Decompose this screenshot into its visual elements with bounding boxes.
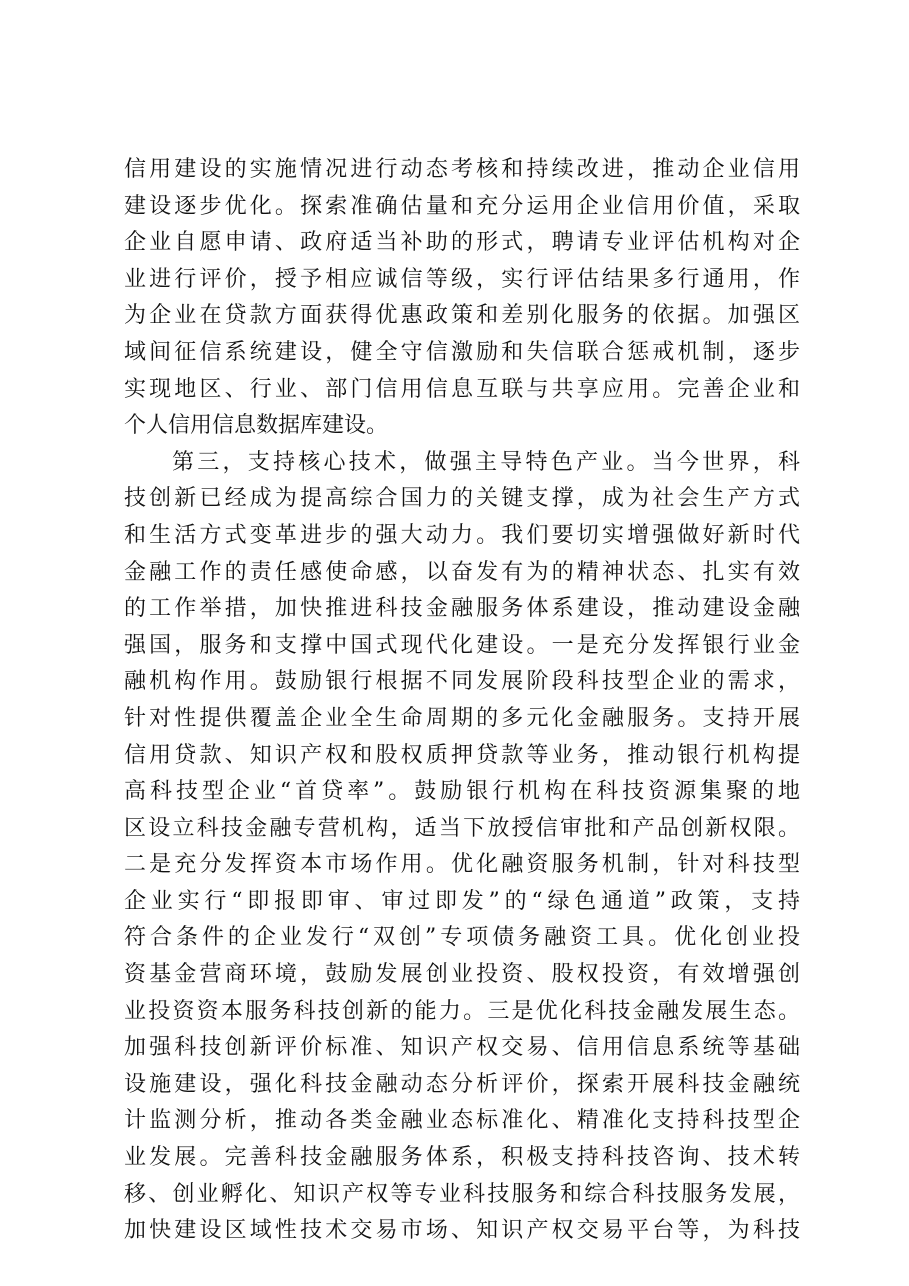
text-line: 设施建设，强化科技金融动态分析评价，探索开展科技金融统: [124, 1071, 800, 1097]
document-body: [124, 152, 800, 1250]
text-line: 二是充分发挥资本市场作用。优化融资服务机制，针对科技型: [124, 852, 800, 878]
text-line: 信用贷款、知识产权和股权质押贷款等业务，推动银行机构提: [124, 742, 800, 768]
text-line: 加强科技创新评价标准、知识产权交易、信用信息系统等基础: [124, 1035, 800, 1061]
text-line: 区设立科技金融专营机构，适当下放授信审批和产品创新权限。: [124, 815, 800, 841]
text-line: 企业实行“即报即审、审过即发”的“绿色通道”政策，支持: [124, 888, 800, 914]
text-line: 技创新已经成为提高综合国力的关键支撑，成为社会生产方式: [124, 486, 800, 512]
paragraph-first-line: 第三，支持核心技术，做强主导特色产业。当今世界，科: [172, 449, 800, 475]
text-line: 金融工作的责任感使命感，以奋发有为的精神状态、扎实有效: [124, 559, 800, 585]
text-line: 和生活方式变革进步的强大动力。我们要切实增强做好新时代: [124, 522, 800, 548]
text-line: 符合条件的企业发行“双创”专项债务融资工具。优化创业投: [124, 925, 800, 951]
text-line: 业发展。完善科技金融服务体系，积极支持科技咨询、技术转: [124, 1145, 800, 1171]
text-line: 建设逐步优化。探索准确估量和充分运用企业信用价值，采取: [124, 193, 800, 219]
text-line: 加快建设区域性技术交易市场、知识产权交易平台等，为科技: [124, 1218, 800, 1244]
text-line: 信用建设的实施情况进行动态考核和持续改进，推动企业信用: [124, 157, 800, 182]
paragraph-last-line: 个人信用信息数据库建设。: [124, 413, 389, 439]
text-line: 业进行评价，授予相应诚信等级，实行评估结果多行通用，作: [124, 266, 800, 292]
text-line: 为企业在贷款方面获得优惠政策和差别化服务的依据。加强区: [124, 303, 800, 329]
text-line: 资基金营商环境，鼓励发展创业投资、股权投资，有效增强创: [124, 962, 800, 988]
text-line: 业投资资本服务科技创新的能力。三是优化科技金融发展生态。: [124, 998, 800, 1024]
text-line: 企业自愿申请、政府适当补助的形式，聘请专业评估机构对企: [124, 230, 800, 256]
text-line: 计监测分析，推动各类金融业态标准化、精准化支持科技型企: [124, 1108, 800, 1134]
text-line: 的工作举措，加快推进科技金融服务体系建设，推动建设金融: [124, 596, 800, 622]
text-line: 高科技型企业“首贷率”。鼓励银行机构在科技资源集聚的地: [124, 779, 800, 805]
text-line: 强国，服务和支撑中国式现代化建设。一是充分发挥银行业金: [124, 632, 800, 658]
text-line: 针对性提供覆盖企业全生命周期的多元化金融服务。支持开展: [124, 705, 800, 731]
text-line: 移、创业孵化、知识产权等专业科技服务和综合科技服务发展，: [124, 1181, 800, 1207]
text-line: 实现地区、行业、部门信用信息互联与共享应用。完善企业和: [124, 376, 800, 402]
text-line: 融机构作用。鼓励银行根据不同发展阶段科技型企业的需求，: [124, 669, 800, 695]
text-line: 域间征信系统建设，健全守信激励和失信联合惩戒机制，逐步: [124, 339, 800, 365]
